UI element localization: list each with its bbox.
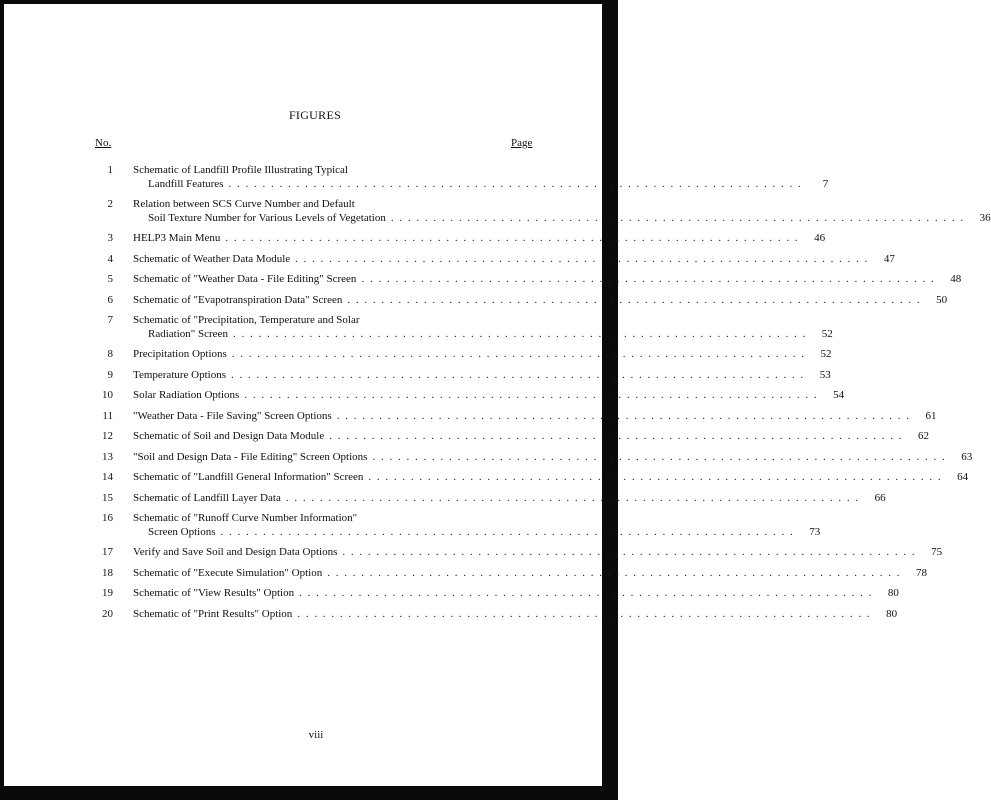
figure-caption: [133, 450, 973, 465]
figure-caption-line: Schematic of "Print Results" Option: [133, 607, 293, 620]
figure-number: 17: [102, 546, 113, 558]
figure-page-number: 54: [833, 389, 845, 401]
dot-leader: . . . . . . . . . . . . . . . . . . . . . . . . . . . . . . . . . . . . . . . . . . . . . . . . . . . . . . . . . . . . . . . . . . . .: [297, 607, 872, 620]
figure-number: 13: [102, 450, 113, 463]
figure-caption-line: Schematic of "Evapotranspiration Data" Screen: [133, 293, 343, 306]
figure-caption: [133, 471, 969, 485]
dot-leader: . . . . . . . . . . . . . . . . . . . . . . . . . . . . . . . . . . . . . . . . . . . . . . . . . . . . . . . . . . . . . . . . . . . .: [336, 409, 911, 422]
figure-entry: [95, 450, 973, 465]
figure-page-number: 50: [936, 293, 948, 306]
figure-caption-line: Schematic of Landfill Layer Data: [133, 491, 281, 504]
figure-number: 14: [102, 471, 113, 483]
figure-entry: [95, 587, 899, 601]
figure-caption: [133, 430, 929, 444]
figure-caption: [133, 566, 927, 581]
figure-caption-line: Soil Texture Number for Various Levels of Vegetation: [148, 211, 386, 224]
figure-caption-line: "Soil and Design Data - File Editing" Screen Options: [133, 450, 368, 463]
figure-caption: [133, 389, 845, 403]
figure-caption-line: HELP3 Main Menu: [133, 232, 221, 244]
dot-leader: . . . . . . . . . . . . . . . . . . . . . . . . . . . . . . . . . . . . . . . . . . . . . . . . . . . . . . . . . . . . . . . . . . . .: [231, 368, 805, 381]
figure-entry: [95, 491, 886, 506]
figure-entry: [95, 607, 898, 622]
figure-caption: [133, 232, 826, 246]
figure-page-number: 80: [887, 587, 899, 599]
figure-number: 1: [107, 164, 113, 176]
figure-caption-line: Landfill Features: [148, 177, 224, 190]
figure-caption: [133, 512, 821, 539]
figure-page-number: 36: [979, 211, 991, 224]
figure-caption: [133, 314, 833, 341]
figure-caption: [133, 587, 899, 601]
dot-leader: . . . . . . . . . . . . . . . . . . . . . . . . . . . . . . . . . . . . . . . . . . . . . . . . . . . . . . . . . . . . . . . . . . . .: [347, 293, 922, 306]
figure-page-number: 64: [957, 471, 969, 483]
figure-entry: [95, 252, 895, 267]
figure-caption-line: Schematic of "View Results" Option: [133, 587, 295, 599]
scan-border-bottom: [0, 786, 618, 800]
figure-page-number: 7: [822, 177, 829, 190]
figure-number: 2: [107, 198, 113, 210]
figure-number: 11: [102, 409, 113, 422]
figure-entry: [95, 273, 962, 287]
figure-caption: [133, 273, 962, 287]
figure-page-number: 63: [961, 450, 973, 463]
figures-list: [95, 164, 991, 621]
figure-caption-line: "Weather Data - File Saving" Screen Options: [133, 409, 332, 422]
figure-number: 9: [107, 368, 113, 381]
figure-caption-line: Schematic of "Weather Data - File Editing" Screen: [133, 273, 357, 285]
figure-caption: [133, 409, 937, 424]
figure-caption: [133, 198, 991, 225]
dot-leader: . . . . . . . . . . . . . . . . . . . . . . . . . . . . . . . . . . . . . . . . . . . . . . . . . . . . . . . . . . . . . . . . . . . .: [295, 252, 869, 265]
figure-page-number: 78: [915, 566, 927, 579]
figure-page-number: 80: [886, 607, 898, 620]
figure-caption-line: Solar Radiation Options: [133, 389, 240, 401]
figure-caption-line: Radiation" Screen: [148, 327, 228, 340]
figure-caption-line: Schematic of Soil and Design Data Module: [133, 430, 325, 442]
figure-caption-line: Schematic of "Execute Simulation" Option: [133, 566, 323, 579]
figure-caption-line: Schematic of "Precipitation, Temperature and Solar: [133, 314, 360, 326]
figure-caption-line: Schematic of "Runoff Curve Number Information": [133, 512, 358, 524]
figure-number: 5: [107, 273, 113, 285]
figure-entry: [95, 368, 831, 383]
figure-page-number: 46: [814, 232, 826, 244]
figure-caption: [133, 348, 832, 362]
dot-leader: . . . . . . . . . . . . . . . . . . . . . . . . . . . . . . . . . . . . . . . . . . . . . . . . . . . . . . . . . . . . . . . . . . . .: [361, 273, 936, 285]
figure-number: 10: [102, 389, 113, 401]
figure-entry: [95, 389, 845, 403]
figure-page-number: 52: [820, 348, 832, 360]
figure-page-number: 48: [950, 273, 962, 285]
figure-entry: [95, 430, 929, 444]
dot-leader: . . . . . . . . . . . . . . . . . . . . . . . . . . . . . . . . . . . . . . . . . . . . . . . . . . . . . . . . . . . . . . . . . . . .: [231, 348, 806, 360]
figure-number: 7: [107, 314, 113, 326]
figure-caption-line: Relation between SCS Curve Number and Default: [133, 198, 355, 210]
figure-caption: [133, 368, 831, 383]
figure-entry: [95, 164, 829, 191]
figure-page-number: 53: [819, 368, 831, 381]
figure-page-number: 62: [918, 430, 929, 442]
column-header-page: Page: [511, 137, 533, 149]
figure-entry: [95, 512, 821, 539]
figure-number: 3: [107, 232, 113, 244]
figure-caption-line: Temperature Options: [133, 368, 227, 381]
figure-number: 6: [107, 293, 113, 306]
figure-entry: [95, 232, 826, 246]
page-number: viii: [308, 729, 324, 741]
figure-entry: [95, 348, 832, 362]
dot-leader: . . . . . . . . . . . . . . . . . . . . . . . . . . . . . . . . . . . . . . . . . . . . . . . . . . . . . . . . . . . . . . . . . . . .: [232, 327, 807, 340]
figure-caption: [133, 293, 948, 308]
figure-entry: [95, 198, 991, 225]
dot-leader: . . . . . . . . . . . . . . . . . . . . . . . . . . . . . . . . . . . . . . . . . . . . . . . . . . . . . . . . . . . . . . . . . . . .: [327, 566, 901, 579]
dot-leader: . . . . . . . . . . . . . . . . . . . . . . . . . . . . . . . . . . . . . . . . . . . . . . . . . . . . . . . . . . . . . . . . . . . .: [368, 471, 943, 483]
figure-page-number: 47: [883, 252, 895, 265]
dot-leader: . . . . . . . . . . . . . . . . . . . . . . . . . . . . . . . . . . . . . . . . . . . . . . . . . . . . . . . . . . . . . . . . . . . .: [220, 525, 795, 538]
figure-caption-line: Screen Options: [148, 525, 216, 538]
dot-leader: . . . . . . . . . . . . . . . . . . . . . . . . . . . . . . . . . . . . . . . . . . . . . . . . . . . . . . . . . . . . . . . . . . . .: [244, 389, 819, 401]
dot-leader: . . . . . . . . . . . . . . . . . . . . . . . . . . . . . . . . . . . . . . . . . . . . . . . . . . . . . . . . . . . . . . . . . . . .: [299, 587, 873, 599]
column-header-no: No.: [95, 137, 112, 149]
figure-caption-line: Schematic of Weather Data Module: [133, 252, 291, 265]
figure-entry: [95, 293, 948, 308]
scan-border-top: [0, 0, 618, 4]
figure-entry: [95, 409, 937, 424]
page-title: FIGURES: [288, 108, 342, 122]
figure-caption: [133, 607, 898, 622]
dot-leader: . . . . . . . . . . . . . . . . . . . . . . . . . . . . . . . . . . . . . . . . . . . . . . . . . . . . . . . . . . . . . . . . . . . .: [390, 211, 965, 224]
figure-page-number: 73: [809, 525, 821, 538]
figure-number: 18: [102, 566, 113, 579]
figure-number: 12: [102, 430, 113, 442]
dot-leader: . . . . . . . . . . . . . . . . . . . . . . . . . . . . . . . . . . . . . . . . . . . . . . . . . . . . . . . . . . . . . . . . . . . .: [329, 430, 903, 442]
figure-number: 19: [102, 587, 113, 599]
dot-leader: . . . . . . . . . . . . . . . . . . . . . . . . . . . . . . . . . . . . . . . . . . . . . . . . . . . . . . . . . . . . . . . . . . . .: [372, 450, 947, 463]
dot-leader: . . . . . . . . . . . . . . . . . . . . . . . . . . . . . . . . . . . . . . . . . . . . . . . . . . . . . . . . . . . . . . . . . . . .: [225, 232, 800, 244]
figure-number: 8: [107, 348, 113, 360]
figure-page-number: 75: [931, 546, 943, 558]
dot-leader: . . . . . . . . . . . . . . . . . . . . . . . . . . . . . . . . . . . . . . . . . . . . . . . . . . . . . . . . . . . . . . . . . . . .: [228, 177, 803, 190]
figure-number: 4: [107, 252, 113, 265]
dot-leader: . . . . . . . . . . . . . . . . . . . . . . . . . . . . . . . . . . . . . . . . . . . . . . . . . . . . . . . . . . . . . . . . . . . .: [285, 491, 860, 504]
figure-caption-line: Schematic of "Landfill General Information" Screen: [133, 471, 364, 483]
figure-caption: [133, 546, 943, 560]
figure-number: 16: [102, 512, 113, 524]
figure-caption-line: Verify and Save Soil and Design Data Options: [133, 546, 338, 558]
figure-number: 15: [102, 491, 113, 504]
figure-number: 20: [102, 607, 113, 620]
figure-entry: [95, 566, 927, 581]
dot-leader: . . . . . . . . . . . . . . . . . . . . . . . . . . . . . . . . . . . . . . . . . . . . . . . . . . . . . . . . . . . . . . . . . . . .: [342, 546, 917, 558]
figure-caption-line: Schematic of Landfill Profile Illustrating Typical: [133, 164, 348, 176]
figure-page-number: 61: [925, 409, 937, 422]
figure-entry: [95, 314, 833, 341]
figure-caption: [133, 491, 886, 506]
figure-entry: [95, 546, 943, 560]
figure-page-number: 66: [874, 491, 886, 504]
figure-page-number: 52: [821, 327, 833, 340]
figure-caption: [133, 252, 895, 267]
figure-caption: [133, 164, 829, 191]
figure-caption-line: Precipitation Options: [133, 348, 227, 360]
figure-entry: [95, 471, 969, 485]
